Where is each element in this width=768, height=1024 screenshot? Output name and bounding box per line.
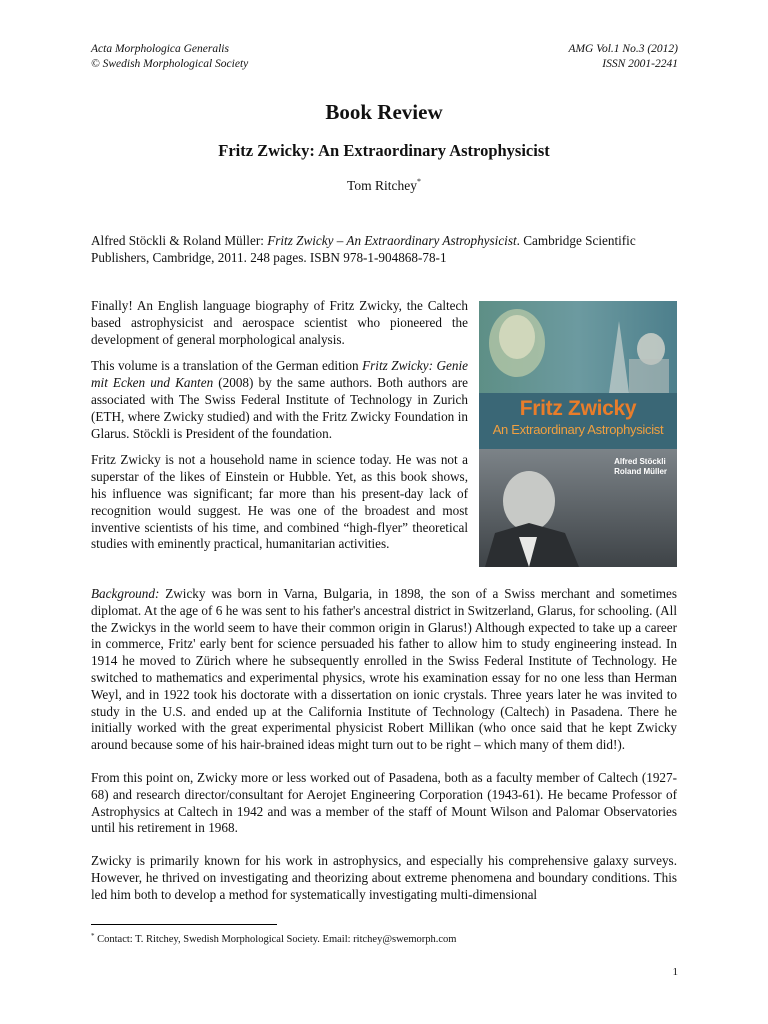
paragraph-astrophysics: Zwicky is primarily known for his work in astrophysics, and especially his comprehensive galaxy surveys. However, he thrived on investigating and theorizing about extreme phenomena and boundary conditions. This led him both to develop a method for systematically investigating multi-dimensional — [91, 853, 677, 902]
full-width-text — [91, 586, 677, 920]
author-line — [0, 177, 768, 194]
journal-name: Acta Morphologica Generalis — [91, 43, 229, 55]
footnote-text: Contact: T. Ritchey, Swedish Morphological Society. Email: ritchey@swemorph.com — [94, 934, 457, 945]
cover-subtitle: An Extraordinary Astrophysicist — [492, 422, 664, 437]
paragraph-household: Fritz Zwicky is not a household name in science today. He was not a superstar of the likes of Einstein or Hubble. Yet, as this book shows, his influence was significant; far more than his present-day lack of recognition would suggest. He was one of the broadest and most inventive scientists of his time, and combined “high-flyer” theoretical studies with eminently practical, humanitarian activities. — [91, 452, 468, 552]
running-header-left — [91, 42, 248, 72]
book-title: Fritz Zwicky – An Extraordinary Astrophysicist — [267, 233, 517, 248]
author-footnote-mark: * — [416, 177, 421, 186]
paragraph-pasadena: From this point on, Zwicky more or less worked out of Pasadena, both as a faculty member of Caltech (1927-68) and research director/consultant for Aerojet Engineering Corporation (1943-61). He became Professor of Astrophysics at Caltech in 1942 and was a member of the staff of Mount Wilson and Palomar Observatories until his retirement in 1968. — [91, 769, 677, 836]
book-cover-image — [479, 301, 677, 567]
book-authors: Alfred Stöckli & Roland Müller: — [91, 233, 268, 248]
issn: ISSN 2001-2241 — [602, 58, 678, 70]
cover-title: Fritz Zwicky — [519, 397, 637, 420]
footnote-mark: * — [91, 932, 95, 940]
background-label: Background: — [91, 586, 160, 601]
footnote-divider — [91, 924, 277, 925]
book-reference — [91, 232, 677, 266]
footnote — [91, 932, 456, 945]
author-name: Tom Ritchey — [347, 178, 417, 193]
cover-authors: Alfred Stöckli Roland Müller — [614, 457, 667, 476]
left-column — [91, 298, 468, 563]
german-title: Fritz Zwicky: Genie mit Ecken und Kanten — [91, 358, 468, 391]
paragraph-background: Background: Zwicky was born in Varna, Bulgaria, in 1898, the son of a Swiss merchant and sometimes diplomat. At the age of 6 he was sent to his father's ancestral district in Switzerland, Glarus, for schooling. (All the Zwickys in the world seem to have their common origin in Glarus!) Although expected to take up a career in commerce, Fritz' early bent for science persuaded his father to allow him to study engineering instead. In 1914 he moved to Zürich where he subsequently enrolled in the Swiss Federal Institute of Technology. He switched to mathematics and experimental physics, wrote his examination essay for no one less than Herman Weyl, and in 1922 took his doctorate with a dissertation on ionic crystals. Three years later he was invited to study in the U.S. and ended up at the California Institute of Technology (Caltech) in Pasadena. There he initially worked with the great experimental physicist Robert Millikan (who once said that he kept Zwicky around because some of his hair-brained ideas might turn out to be right – which many of them did!). — [91, 586, 677, 753]
paragraph-translation: This volume is a translation of the German edition Fritz Zwicky: Genie mit Ecken und Kanten (2008) by the same authors. Both authors are associated with The Swiss Federal Institute of Technology in Zurich (ETH, where Zwicky studied) and with the Fritz Zwicky Foundation in Glarus. Stöckli is President of the foundation. — [91, 358, 469, 441]
volume-info: AMG Vol.1 No.3 (2012) — [568, 43, 678, 55]
paragraph-intro: Finally! An English language biography of Fritz Zwicky, the Caltech based astrophysicist and aerospace scientist who pioneered the development of general morphological analysis. — [91, 298, 468, 347]
page-title: Book Review — [325, 100, 443, 124]
review-subtitle: Fritz Zwicky: An Extraordinary Astrophysicist — [218, 141, 550, 160]
running-header-right — [568, 42, 678, 72]
page-number: 1 — [672, 966, 678, 978]
book-details: . Cambridge Scientific Publishers, Cambridge, 2011. 248 pages. ISBN 978-1-904868-78-1 — [91, 233, 636, 265]
society-name: © Swedish Morphological Society — [91, 58, 249, 70]
